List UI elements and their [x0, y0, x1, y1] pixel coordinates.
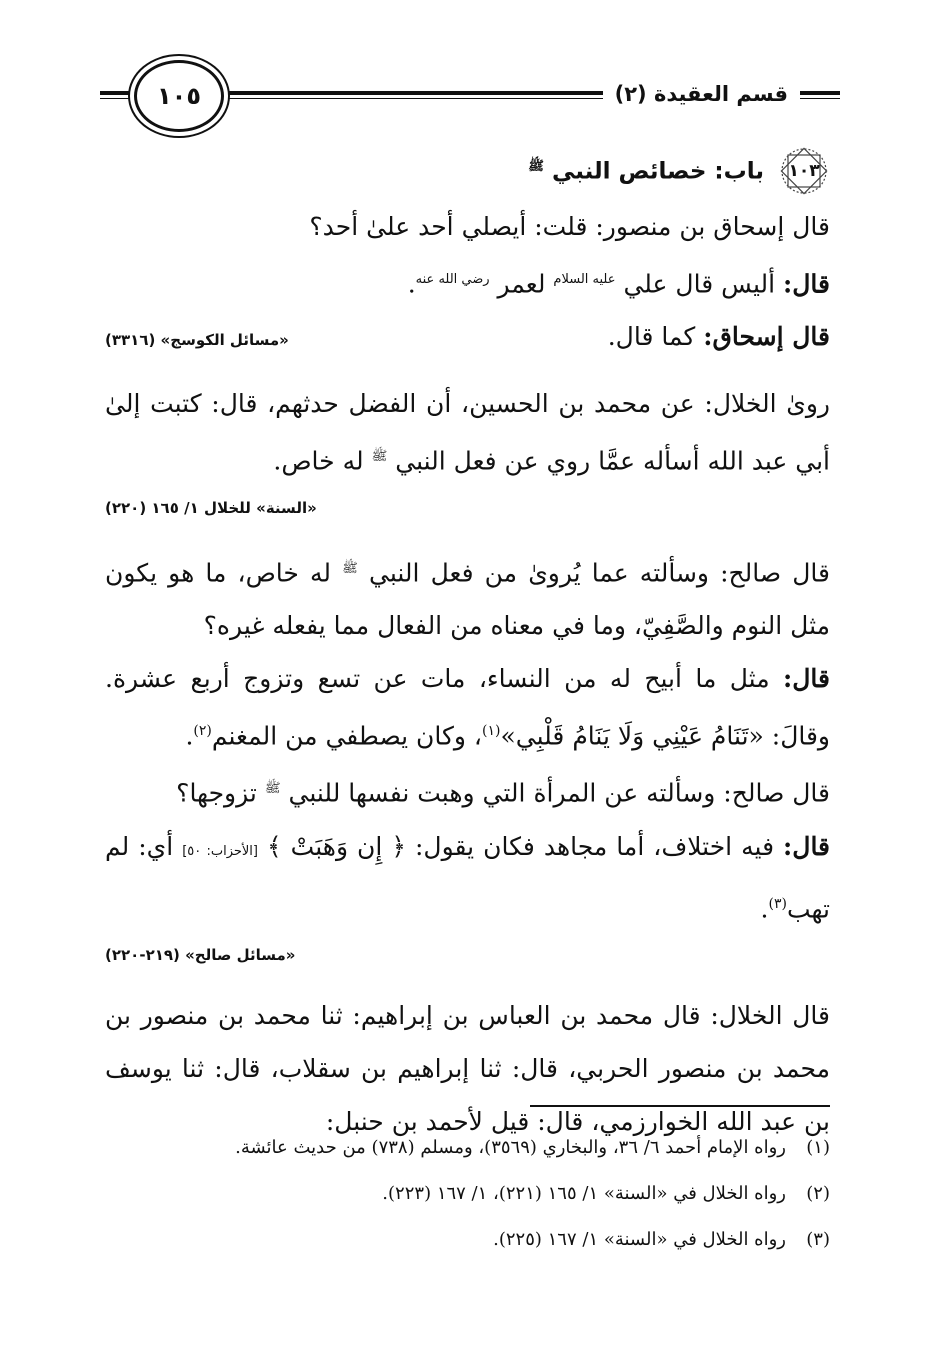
paragraph-1: قال إسحاق بن منصور: قلت: أيصلي أحد علىٰ أحد؟ [309, 212, 830, 241]
chapter-title-text: باب: خصائص النبي [551, 158, 764, 185]
honorific-glyph: ﷺ [342, 560, 358, 576]
honorific-glyph: رضي الله عنه [415, 272, 490, 287]
paragraph-3 [608, 310, 830, 363]
footnote-1 [105, 1125, 830, 1171]
footnote-number: (١) [806, 1137, 830, 1158]
honorific-glyph: عليه السلام [553, 272, 616, 287]
paragraph-5-text-a: قال صالح: وسألته عما يُروىٰ من فعل النبي [368, 557, 830, 587]
paragraph-6-text-a: مثل ما أبيح له من النساء، مات عن تسع وتزوج أربع عشرة. وقالَ: «تَنَامُ عَيْنِي وَلَا يَنَامُ قَلْبِي» [105, 663, 830, 751]
footnote-divider [530, 1105, 830, 1107]
footnote-text: رواه الإمام أحمد ٦/ ٣٦، والبخاري (٣٥٦٩)، ومسلم (٧٣٨) من حديث عائشة. [235, 1137, 786, 1158]
speaker-label: قال إسحاق: [703, 322, 830, 352]
paragraph-8-text-b: أي: لم تهب [105, 831, 830, 923]
paragraph-8 [105, 820, 830, 935]
paragraph-2-text-b: لعمر [497, 269, 546, 299]
paragraph-4-text-a: روىٰ الخلال: عن محمد بن الحسين، أن الفضل حدثهم، قال: كتبت إلىٰ أبي عبد الله أسأله عمَّا روي عن فعل النبي [105, 389, 830, 476]
footnotes [105, 1105, 830, 1263]
speaker-label: قال: [783, 831, 831, 861]
honorific-glyph: ﷺ [264, 781, 281, 797]
quran-reference: [الأحزاب: ٥٠] [182, 843, 258, 859]
paragraph-6-text-b: ، وكان يصطفي من المغنم [211, 721, 482, 751]
honorific-glyph: ﷺ [371, 449, 388, 465]
paragraph-3-line [105, 310, 830, 363]
paragraph-8-text-a: فيه اختلاف، أما مجاهد فكان يقول: ﴿ إِن وَهَبَتْ ﴾ [267, 831, 775, 861]
footnote-ref-1[interactable]: (١) [482, 722, 501, 739]
page-number: ١٠٥ [134, 60, 224, 132]
running-header [100, 60, 840, 130]
footnote-text: رواه الخلال في «السنة» ١/ ١٦٧ (٢٢٥). [493, 1229, 786, 1250]
paragraph-2-text-a: أليس قال علي [623, 269, 776, 299]
section-title: قسم العقيدة (٢) [603, 74, 800, 114]
footnote-ref-3[interactable]: (٣) [768, 895, 787, 912]
footnote-3 [105, 1217, 830, 1263]
footnote-number: (٢) [806, 1183, 830, 1204]
chapter-number-emblem [778, 145, 830, 197]
chapter-heading [528, 145, 830, 197]
paragraph-5 [105, 542, 830, 652]
speaker-label: قال: [783, 269, 830, 299]
source-citation-3: «مسائل صالح» (٢١٩-٢٢٠) [105, 945, 296, 964]
source-citation-2: «السنة» للخلال ١/ ١٦٥ (٢٢٠) [105, 498, 317, 517]
paragraph-7-text-a: قال صالح: وسألته عن المرأة التي وهبت نفسها للنبي [288, 778, 830, 808]
paragraph-4 [105, 377, 830, 487]
speaker-label: قال: [783, 663, 830, 693]
paragraph-6 [105, 652, 830, 762]
footnote-ref-2[interactable]: (٢) [193, 722, 212, 739]
chapter-title [528, 158, 764, 185]
paragraph-2 [105, 253, 830, 310]
main-text [105, 200, 830, 1148]
honorific-glyph: ﷺ [528, 158, 544, 174]
paragraph-6-end: . [185, 721, 194, 751]
source-citation-1: «مسائل الكوسج» (٣٣١٦) [105, 331, 289, 350]
footnote-number: (٣) [806, 1229, 830, 1250]
footnote-2 [105, 1171, 830, 1217]
paragraph-7-text-b: تزوجها؟ [176, 778, 257, 808]
chapter-number: ١٠٣ [788, 161, 820, 181]
paragraph-9: قال الخلال: قال محمد بن العباس بن إبراهيم: ثنا محمد بن منصور بن محمد بن منصور الحربي، قال: ثنا إبراهيم بن سقلاب، قال: ثنا يوسف بن عبد الله الخوارزمي، قال: قيل لأحمد بن حنبل: [105, 1000, 830, 1136]
paragraph-3-text: كما قال. [607, 322, 696, 352]
paragraph-7 [105, 762, 830, 819]
footnote-text: رواه الخلال في «السنة» ١/ ١٦٥ (٢٢١)، ١/ ١٦٧ (٢٢٣). [382, 1183, 786, 1204]
paragraph-8-end: . [760, 893, 769, 923]
paragraph-4-text-b: له خاص. [273, 446, 364, 476]
paragraph-5-text-b: له خاص، ما هو يكون مثل النوم والصَّفِيّ، وما في معناه من الفعال مما يفعله غيره؟ [105, 557, 830, 640]
paragraph-2-end: . [407, 269, 416, 299]
